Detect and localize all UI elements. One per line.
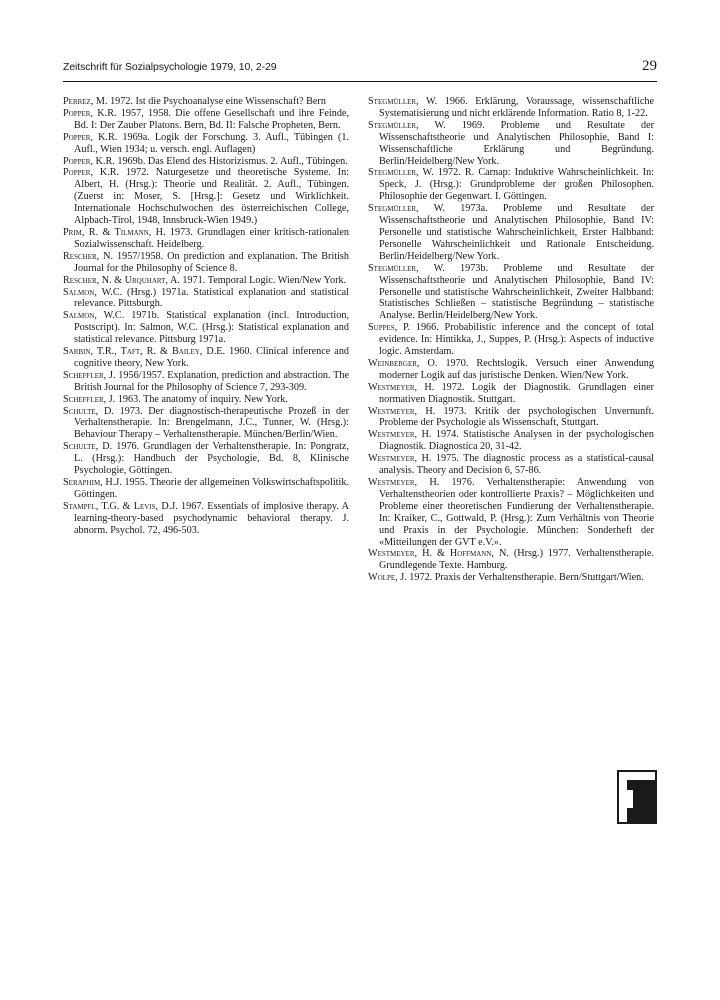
reference-text: 1973b. Probleme und Resultate der Wissenschaftstheorie und Analytischen Philosophie, Band IV: Personelle und statistische Wahrscheinlichkeit, Zweiter Halbband: Statistisches Schließen – statistische Begründung – statistische Analyse. Berlin/Heidelberg/New York. [379,262,654,322]
reference-entry [368,203,654,263]
reference-entry [368,382,654,406]
reference-author: Westmeyer, H. [368,429,432,441]
reference-author: Stegmüller, W. [368,119,446,131]
reference-entry [63,477,349,501]
reference-text: 1972. Naturgesetze und theoretische Systeme. In: Albert, H. (Hrsg.): Theorie und Realität. 2. Aufl., Tübingen. (Zuerst in: Moser, S. [Hrsg.]: Gesetz und Wirklichkeit. Internationale Hochschulwochen des österreichischen College, Alpbach-Tirol, 1948, Innsbruck-Wien 1949.) [74,167,350,227]
reference-entry [368,322,654,358]
reference-entry [63,406,349,442]
printer-mark-icon [617,770,657,824]
reference-entry [368,429,654,453]
reference-entry [63,370,349,394]
reference-author: Stegmüller, W. [368,96,438,107]
reference-author: Westmeyer, H. [368,405,436,417]
reference-entry [368,120,654,168]
reference-text: 1972. Praxis der Verhaltenstherapie. Bern/Stuttgart/Wien. [406,572,644,584]
reference-author: Westmeyer, H. [368,477,440,488]
reference-author: Popper, K.R. [63,107,117,119]
reference-author: Popper, K.R. [63,155,115,167]
reference-entry [63,501,349,537]
reference-author: Rescher, N. & Urquhart, [63,274,168,286]
reference-entry [63,394,349,406]
reference-text: 1969b. Das Elend des Historizismus. 2. Aufl., Tübingen. [114,155,348,167]
running-header [63,58,657,78]
reference-text: 1976. Verhaltenstherapie: Anwendung von Verhaltenstheorien oder kontrollierte Praxis? – Möglichkeiten und Probleme einer theoretischen Fundierung der Verhaltenstherapie. In: Kraiker, C., Gottwald, P. (Hrsg.): Zum Verhältnis von Theorie und Praxis in der Psychologie. München: Sonderheft der «Mitteilungen der GVT e.V.». [379,477,654,548]
reference-entry [63,251,349,275]
reference-author: Seraphim, H.J. [63,477,122,488]
reference-entry [63,167,349,227]
reference-entry [368,453,654,477]
reference-author: Salmon, W.C. [63,286,123,298]
reference-author: Popper, K.R. [63,131,118,143]
reference-author: Rescher, N. [63,250,114,262]
reference-entry [63,310,349,346]
reference-text: 1971b. Statistical explanation (incl. Introduction, Postscript). In: Salmon, W.C. (Hrsg.): Statistical explanation and statistical relevance. Pittsburg 1971a. [74,310,350,346]
reference-author: Suppes, P. [368,322,411,334]
reference-author: Perrez, M. [63,96,108,107]
reference-entry [368,96,654,120]
reference-entry [368,572,654,584]
reference-text: (Hrsg.) 1971a. Statistical explanation and statistical relevance. Pittsburgh. [74,286,349,310]
reference-author: Sarbin, T.R., Taft, R. & Bailey, [63,346,203,358]
reference-text: 1972. Ist die Psychoanalyse eine Wissenschaft? Bern [107,96,326,107]
reference-author: Prim, R. & Tilmann, [63,226,152,238]
reference-text: 1973. Kritik der psychologischen Unvernunft. Probleme der Psychologie als Wissenschaft, Stuttgart. [379,405,654,429]
reference-entry [368,406,654,430]
reference-author: Stegmüller, W. [368,203,445,215]
reference-author: Westmeyer, H. [368,453,432,465]
page-number: 29 [642,58,657,74]
reference-text: 1969a. Logik der Forschung. 3. Aufl., Tübingen (1. Aufl., Wien 1934; u. versch. engl. Auflagen) [74,131,349,155]
references-right-column [368,96,654,584]
reference-text: 1973a. Probleme und Resultate der Wissenschaftstheorie und Analytischen Philosophie, Band IV: Personelle und statistische Wahrscheinlichkeit, Erster Halbband: Personelle Wahrscheinlichkeit und Rationale Entscheidung. Berlin/Heidelberg/New York. [379,203,655,262]
reference-author: Schulte, D. [63,441,113,453]
reference-entry [368,263,654,323]
reference-entry [368,477,654,548]
reference-entry [368,167,654,203]
reference-entry [63,287,349,311]
reference-text: 1975. The diagnostic process as a statistical-causal analysis. Theory and Decision 6, 57-86. [379,453,654,477]
reference-entry [368,358,654,382]
reference-text: N. (Hrsg.) 1977. Verhaltenstherapie. Grundlegende Texte. Hamburg. [379,548,654,572]
reference-author: Wolpe, J. [368,572,407,584]
reference-text: 1969. Probleme und Resultate der Wissenschaftstheorie und Analytischen Philosophie, Band I: Wissenschaftliche Erklärung und Begründung. Berlin/Heidelberg/New York. [379,119,654,167]
reference-text: D.E. 1960. Clinical inference and cognitive theory, New York. [74,346,350,369]
reference-entry [63,132,349,156]
reference-entry [63,346,349,370]
reference-entry [368,548,654,572]
reference-text: A. 1971. Temporal Logic. Wien/New York. [167,274,347,286]
reference-text: 1973. Der diagnostisch-therapeutische Prozeß in der Verhaltenstherapie. In: Brengelmann, J.C., Tunner, W. (Hrsg.): Behaviour Therapy – Verhaltenstherapie. München/Berlin/Wien. [74,405,349,441]
reference-text: 1957/1958. On prediction and explanation. The British Journal for the Philosophy of Science 8. [74,250,349,274]
reference-text: 1956/1957. Explanation, prediction and abstraction. The British Journal for the Philosophy of Science 7, 293-309. [74,369,349,393]
reference-author: Salmon, W.C. [63,310,125,322]
reference-text: 1974. Statistische Analysen in der psychologischen Diagnostik. Diagnostica 20, 31-42. [379,429,654,453]
reference-author: Stampfl, T.G. & Levis, [63,500,159,512]
reference-entry [63,227,349,251]
reference-text: 1966. Probabilistic inference and the concept of total evidence. In: Hintikka, J., Suppes, P. (Hrsg.): Aspects of inductive logic. Amsterdam. [379,322,654,358]
reference-author: Popper, K.R. [63,167,120,179]
reference-entry [63,156,349,168]
reference-text: 1966. Erklärung, Voraussage, wissenschaftliche Systematisierung und nicht erklärende Information. Ratio 8, 1-22. [379,96,654,119]
reference-text: D.J. 1967. Essentials of implosive therapy. A learning-theory-based psychodynamic behavioral therapy. J. abnorm. Psychol. 72, 496-503. [74,500,349,536]
journal-citation: Zeitschrift für Sozialpsychologie 1979, 10, 2-29 [63,61,277,73]
reference-text: 1976. Grundlagen der Verhaltenstherapie. In: Pongratz, L. (Hrsg.): Handbuch der Psychologie, Bd. 8, Klinische Psychologie, Göttingen. [74,441,350,477]
reference-entry [63,275,349,287]
reference-text: 1970. Rechtslogik. Versuch einer Anwendung moderner Logik auf das juristische Denken. Wien/New York. [379,357,654,381]
references-left-column [63,96,349,537]
reference-author: Stegmüller, W. [368,262,445,274]
reference-entry [63,108,349,132]
reference-author: Westmeyer, H. & Hoffmann, [368,548,494,560]
reference-text: 1972. Logik der Diagnostik. Grundlagen einer normativen Diagnostik. Stuttgart. [379,381,654,405]
reference-author: Schulte, D. [63,405,114,417]
reference-entry [63,441,349,477]
reference-text: 1972. R. Carnap: Induktive Wahrscheinlichkeit. In: Speck, J. (Hrsg.): Grundprobleme der großen Philosophen. Philosophie der Gegenwart. I. Göttingen. [379,167,655,203]
reference-author: Scheffler, J. [63,393,116,405]
header-rule [63,81,657,82]
reference-text: 1963. The anatomy of inquiry. New York. [115,393,288,405]
reference-author: Scheffler, J. [63,369,116,381]
reference-author: Westmeyer, H. [368,381,435,393]
reference-text: 1957, 1958. Die offene Gesellschaft und ihre Feinde, Bd. I: Der Zauber Platons. Bern, Bd. II: Falsche Propheten, Bern. [74,107,349,131]
reference-author: Stegmüller, W. [368,167,434,179]
reference-entry [63,96,349,108]
reference-author: Weinberger, O. [368,357,438,369]
reference-text: H. 1973. Grundlagen einer kritisch-rationalen Sozialwissenschaft. Heidelberg. [74,226,349,250]
reference-text: 1955. Theorie der allgemeinen Volkswirtschaftspolitik. Göttingen. [74,477,349,500]
